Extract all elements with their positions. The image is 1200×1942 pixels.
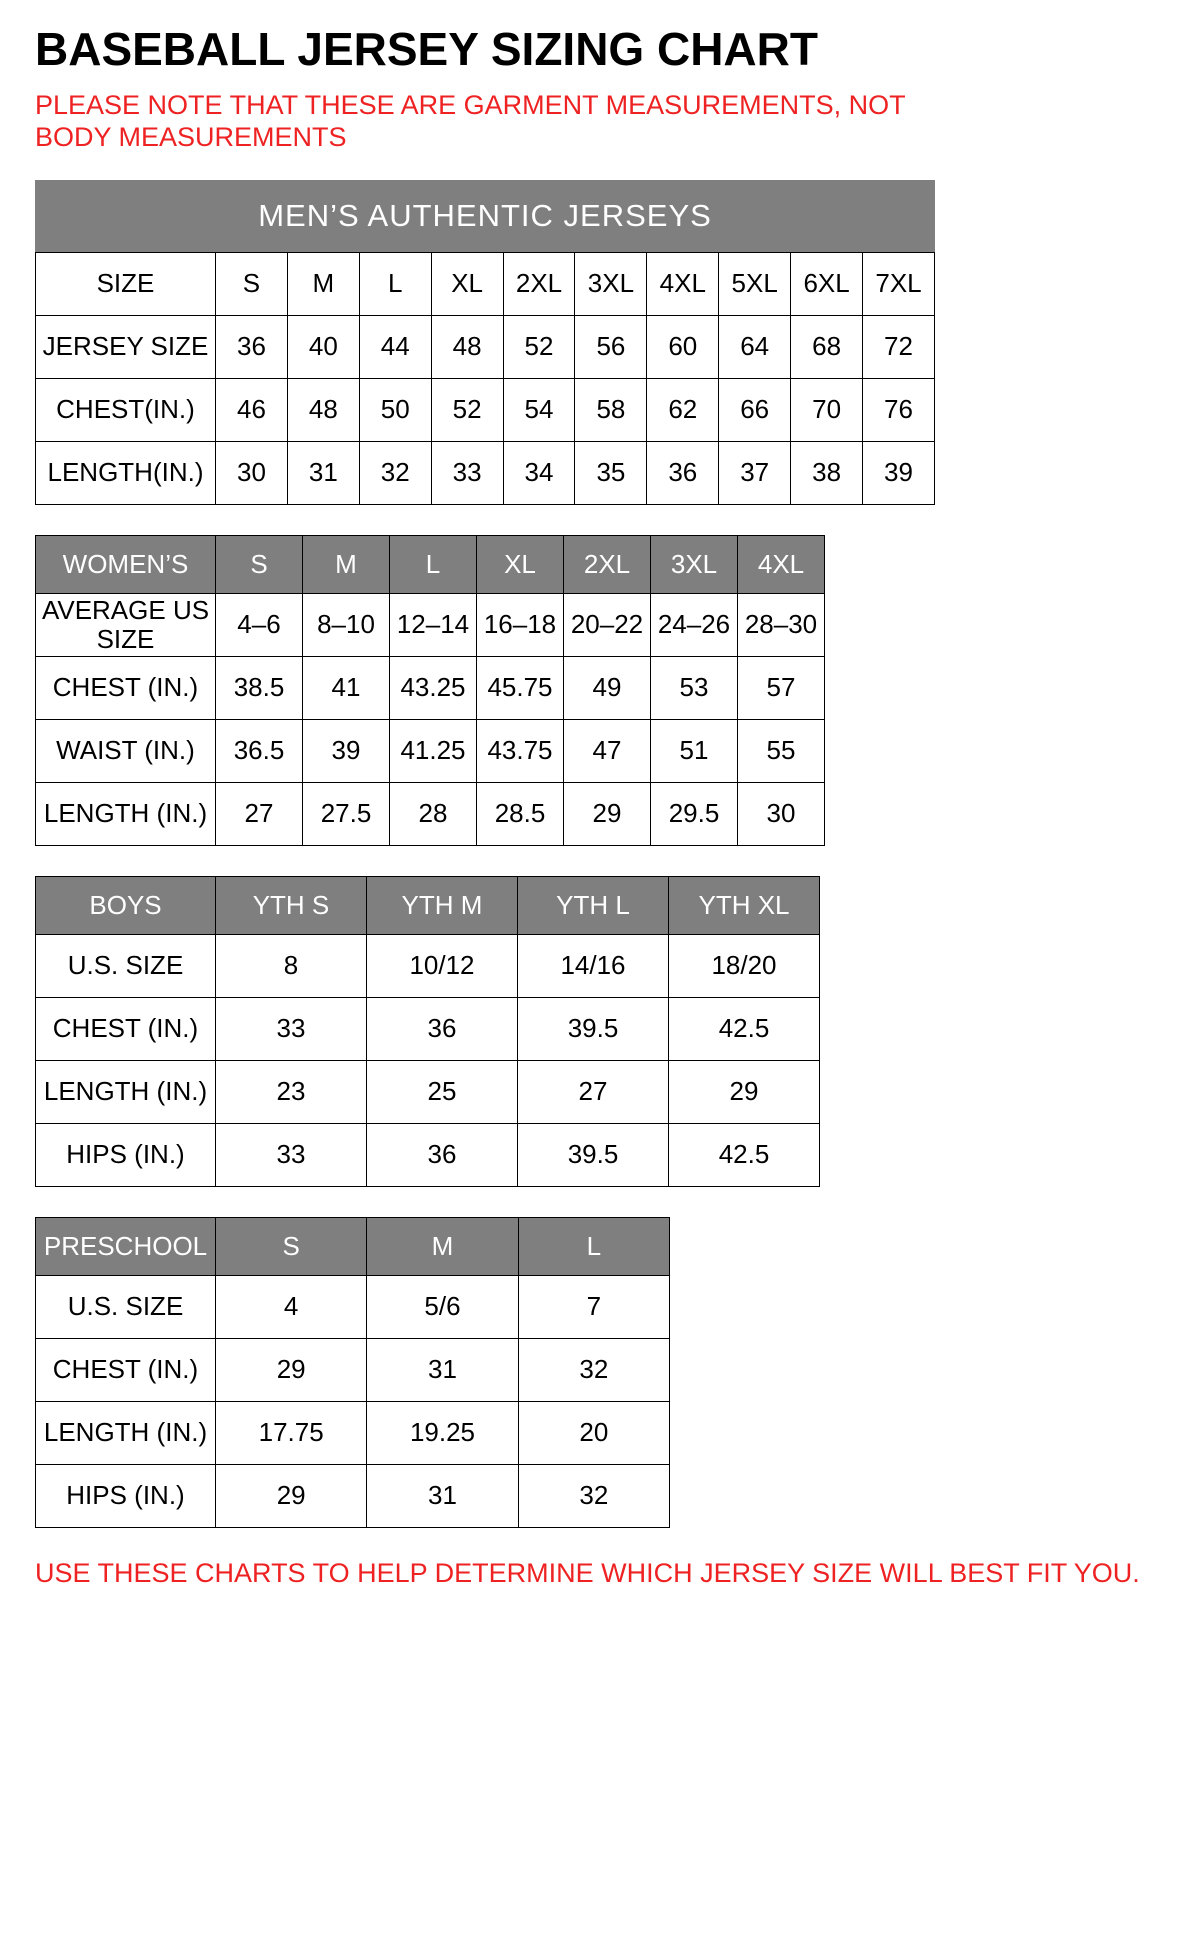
cell-value: 17.75 — [216, 1401, 367, 1464]
cell-value: S — [216, 252, 288, 315]
cell-value: 28–30 — [738, 593, 825, 656]
cell-value: 34 — [503, 441, 575, 504]
cell-value: 33 — [216, 997, 367, 1060]
cell-value: 7 — [518, 1275, 669, 1338]
row-label: WAIST (IN.) — [36, 719, 216, 782]
row-label: U.S. SIZE — [36, 1275, 216, 1338]
column-header: 2XL — [564, 535, 651, 593]
cell-value: 52 — [431, 378, 503, 441]
cell-value: XL — [431, 252, 503, 315]
cell-value: 62 — [647, 378, 719, 441]
cell-value: 53 — [651, 656, 738, 719]
column-header: S — [216, 1217, 367, 1275]
table-row — [36, 315, 935, 378]
cell-value: 24–26 — [651, 593, 738, 656]
cell-value: 46 — [216, 378, 288, 441]
cell-value: 29 — [564, 782, 651, 845]
cell-value: 43.75 — [477, 719, 564, 782]
cell-value: 37 — [719, 441, 791, 504]
cell-value: 18/20 — [669, 934, 820, 997]
column-header: 4XL — [738, 535, 825, 593]
row-label: CHEST (IN.) — [36, 1338, 216, 1401]
row-label: CHEST (IN.) — [36, 656, 216, 719]
row-label: HIPS (IN.) — [36, 1464, 216, 1527]
cell-value: 27.5 — [303, 782, 390, 845]
table-row — [36, 1275, 670, 1338]
row-label: SIZE — [36, 252, 216, 315]
table-row — [36, 1464, 670, 1527]
cell-value: 70 — [791, 378, 863, 441]
cell-value: 4 — [216, 1275, 367, 1338]
cell-value: 20–22 — [564, 593, 651, 656]
cell-value: 32 — [518, 1338, 669, 1401]
cell-value: 57 — [738, 656, 825, 719]
cell-value: 25 — [367, 1060, 518, 1123]
cell-value: 36 — [367, 1123, 518, 1186]
cell-value: 38.5 — [216, 656, 303, 719]
boys-sizing-table — [35, 876, 820, 1187]
cell-value: 52 — [503, 315, 575, 378]
cell-value: 3XL — [575, 252, 647, 315]
column-header: S — [216, 535, 303, 593]
cell-value: 31 — [367, 1338, 518, 1401]
cell-value: 33 — [431, 441, 503, 504]
row-label: LENGTH (IN.) — [36, 782, 216, 845]
cell-value: 20 — [518, 1401, 669, 1464]
cell-value: 27 — [518, 1060, 669, 1123]
column-header: XL — [477, 535, 564, 593]
row-label: CHEST (IN.) — [36, 997, 216, 1060]
cell-value: 38 — [791, 441, 863, 504]
cell-value: 41 — [303, 656, 390, 719]
cell-value: 36.5 — [216, 719, 303, 782]
table-row — [36, 782, 825, 845]
cell-value: 44 — [359, 315, 431, 378]
cell-value: 8–10 — [303, 593, 390, 656]
column-header: YTH XL — [669, 876, 820, 934]
cell-value: M — [287, 252, 359, 315]
cell-value: 31 — [367, 1464, 518, 1527]
row-label: LENGTH (IN.) — [36, 1401, 216, 1464]
cell-value: 19.25 — [367, 1401, 518, 1464]
table-row — [36, 1123, 820, 1186]
cell-value: 5/6 — [367, 1275, 518, 1338]
table-row — [36, 1060, 820, 1123]
cell-value: 58 — [575, 378, 647, 441]
row-label: LENGTH (IN.) — [36, 1060, 216, 1123]
table-row — [36, 1401, 670, 1464]
cell-value: 2XL — [503, 252, 575, 315]
table-row — [36, 441, 935, 504]
cell-value: 50 — [359, 378, 431, 441]
cell-value: 33 — [216, 1123, 367, 1186]
cell-value: 30 — [738, 782, 825, 845]
cell-value: 23 — [216, 1060, 367, 1123]
row-label: JERSEY SIZE — [36, 315, 216, 378]
cell-value: 28.5 — [477, 782, 564, 845]
cell-value: 39.5 — [518, 1123, 669, 1186]
cell-value: 14/16 — [518, 934, 669, 997]
cell-value: 42.5 — [669, 997, 820, 1060]
page-title: BASEBALL JERSEY SIZING CHART — [35, 23, 818, 75]
cell-value: 29.5 — [651, 782, 738, 845]
cell-value: 12–14 — [390, 593, 477, 656]
cell-value: 36 — [367, 997, 518, 1060]
cell-value: 64 — [719, 315, 791, 378]
cell-value: 29 — [216, 1338, 367, 1401]
cell-value: 31 — [287, 441, 359, 504]
cell-value: 30 — [216, 441, 288, 504]
table-corner-label: WOMEN’S — [36, 535, 216, 593]
cell-value: 56 — [575, 315, 647, 378]
cell-value: 4XL — [647, 252, 719, 315]
column-header: YTH M — [367, 876, 518, 934]
mens-authentic-jerseys-table — [35, 252, 935, 505]
cell-value: 49 — [564, 656, 651, 719]
cell-value: 54 — [503, 378, 575, 441]
column-header: L — [390, 535, 477, 593]
cell-value: 43.25 — [390, 656, 477, 719]
row-label: AVERAGE US SIZE — [36, 593, 216, 656]
cell-value: 29 — [216, 1464, 367, 1527]
table-row — [36, 656, 825, 719]
column-header: YTH L — [518, 876, 669, 934]
header-row — [36, 876, 820, 934]
cell-value: 72 — [863, 315, 935, 378]
cell-value: 35 — [575, 441, 647, 504]
cell-value: L — [359, 252, 431, 315]
mens-table-banner: MEN’S AUTHENTIC JERSEYS — [35, 180, 935, 252]
column-header: YTH S — [216, 876, 367, 934]
cell-value: 42.5 — [669, 1123, 820, 1186]
garment-measurement-note: PLEASE NOTE THAT THESE ARE GARMENT MEASUREMENTS, NOT BODY MEASUREMENTS — [35, 90, 906, 152]
cell-value: 39.5 — [518, 997, 669, 1060]
row-label: U.S. SIZE — [36, 934, 216, 997]
cell-value: 66 — [719, 378, 791, 441]
cell-value: 45.75 — [477, 656, 564, 719]
cell-value: 39 — [303, 719, 390, 782]
cell-value: 48 — [287, 378, 359, 441]
cell-value: 7XL — [863, 252, 935, 315]
column-header: M — [367, 1217, 518, 1275]
cell-value: 68 — [791, 315, 863, 378]
cell-value: 28 — [390, 782, 477, 845]
cell-value: 36 — [647, 441, 719, 504]
cell-value: 48 — [431, 315, 503, 378]
preschool-sizing-table — [35, 1217, 670, 1528]
header-row — [36, 535, 825, 593]
cell-value: 39 — [863, 441, 935, 504]
cell-value: 41.25 — [390, 719, 477, 782]
cell-value: 32 — [518, 1464, 669, 1527]
table-row — [36, 378, 935, 441]
row-label: HIPS (IN.) — [36, 1123, 216, 1186]
column-header: L — [518, 1217, 669, 1275]
womens-sizing-table — [35, 535, 825, 846]
cell-value: 51 — [651, 719, 738, 782]
cell-value: 47 — [564, 719, 651, 782]
row-label: LENGTH(IN.) — [36, 441, 216, 504]
table-corner-label: PRESCHOOL — [36, 1217, 216, 1275]
row-label: CHEST(IN.) — [36, 378, 216, 441]
column-header: M — [303, 535, 390, 593]
cell-value: 8 — [216, 934, 367, 997]
cell-value: 60 — [647, 315, 719, 378]
table-row — [36, 252, 935, 315]
column-header: 3XL — [651, 535, 738, 593]
table-row — [36, 1338, 670, 1401]
table-corner-label: BOYS — [36, 876, 216, 934]
cell-value: 16–18 — [477, 593, 564, 656]
cell-value: 27 — [216, 782, 303, 845]
table-row — [36, 719, 825, 782]
cell-value: 32 — [359, 441, 431, 504]
cell-value: 5XL — [719, 252, 791, 315]
cell-value: 40 — [287, 315, 359, 378]
cell-value: 10/12 — [367, 934, 518, 997]
cell-value: 55 — [738, 719, 825, 782]
cell-value: 6XL — [791, 252, 863, 315]
table-row — [36, 997, 820, 1060]
cell-value: 4–6 — [216, 593, 303, 656]
table-row — [36, 593, 825, 656]
header-row — [36, 1217, 670, 1275]
cell-value: 29 — [669, 1060, 820, 1123]
cell-value: 36 — [216, 315, 288, 378]
table-row — [36, 934, 820, 997]
footer-note: USE THESE CHARTS TO HELP DETERMINE WHICH JERSEY SIZE WILL BEST FIT YOU. — [35, 1557, 1140, 1588]
cell-value: 76 — [863, 378, 935, 441]
